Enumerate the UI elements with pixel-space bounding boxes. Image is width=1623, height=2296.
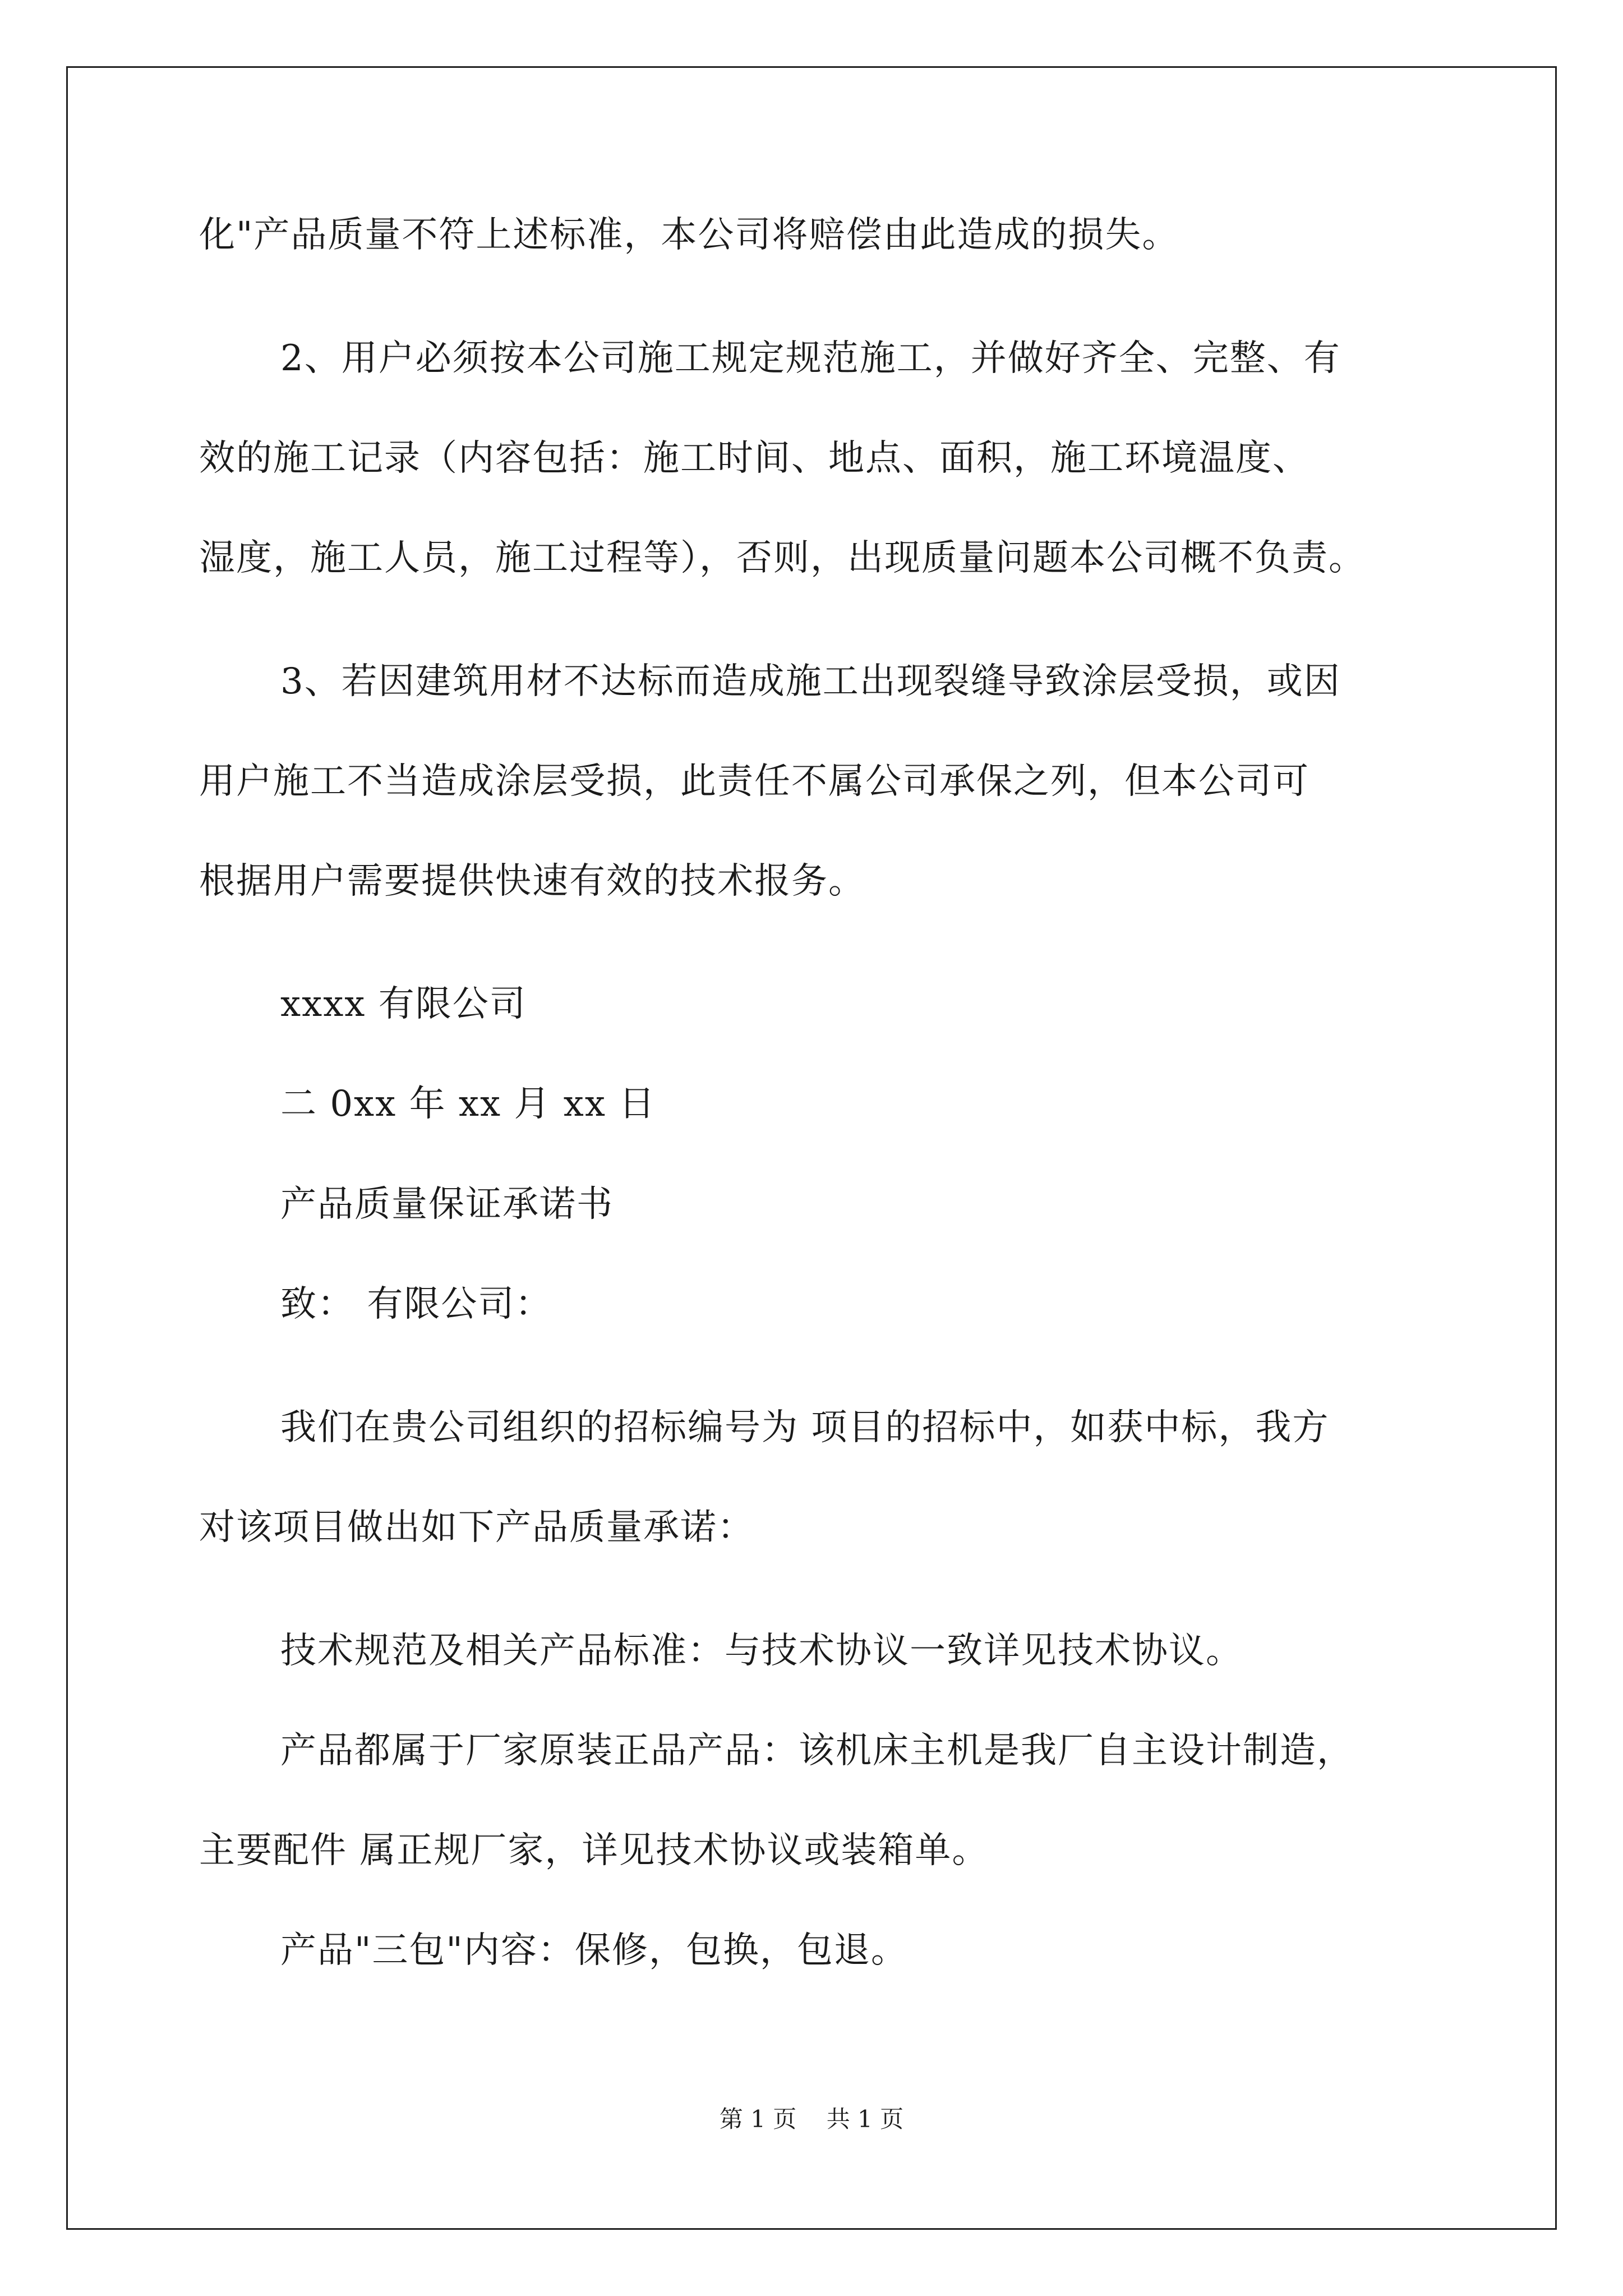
text-line: 化"产品质量不符上述标准，本公司将赔偿由此造成的损失。 bbox=[199, 214, 1179, 256]
company-name: xxxx 有限公司 bbox=[280, 983, 527, 1025]
text-line: 我们在贵公司组织的招标编号为 项目的招标中，如获中标，我方 bbox=[280, 1407, 1330, 1448]
text-line: 根据用户需要提供快速有效的技术报务。 bbox=[199, 861, 865, 902]
document-date: 二 0xx 年 xx 月 xx 日 bbox=[280, 1083, 656, 1125]
addressee: 致： 有限公司： bbox=[280, 1283, 552, 1325]
text-line: 2、用户必须按本公司施工规定规范施工，并做好齐全、完整、有 bbox=[280, 338, 1341, 379]
text-line: 湿度，施工人员，施工过程等），否则，出现质量问题本公司概不负责。 bbox=[199, 537, 1366, 579]
text-line: 用户施工不当造成涂层受损，此责任不属公司承保之列，但本公司可 bbox=[199, 761, 1310, 802]
text-line: 对该项目做出如下产品质量承诺： bbox=[199, 1507, 754, 1548]
text-line: 3、若因建筑用材不达标而造成施工出现裂缝导致涂层受损，或因 bbox=[280, 661, 1341, 702]
text-line: 产品"三包"内容：保修，包换，包退。 bbox=[280, 1930, 908, 1971]
page-footer: 第 1 页 共 1 页 bbox=[719, 2105, 904, 2133]
text-line: 技术规范及相关产品标准：与技术协议一致详见技术协议。 bbox=[280, 1630, 1243, 1672]
document-title: 产品质量保证承诺书 bbox=[280, 1184, 614, 1225]
text-line: 产品都属于厂家原装正品产品：该机床主机是我厂自主设计制造， bbox=[280, 1730, 1354, 1772]
text-line: 效的施工记录（内容包括：施工时间、地点、面积，施工环境温度、 bbox=[199, 438, 1310, 479]
page-border bbox=[66, 66, 1557, 2230]
text-line: 主要配件 属正规厂家，详见技术协议或装箱单。 bbox=[199, 1830, 989, 1871]
